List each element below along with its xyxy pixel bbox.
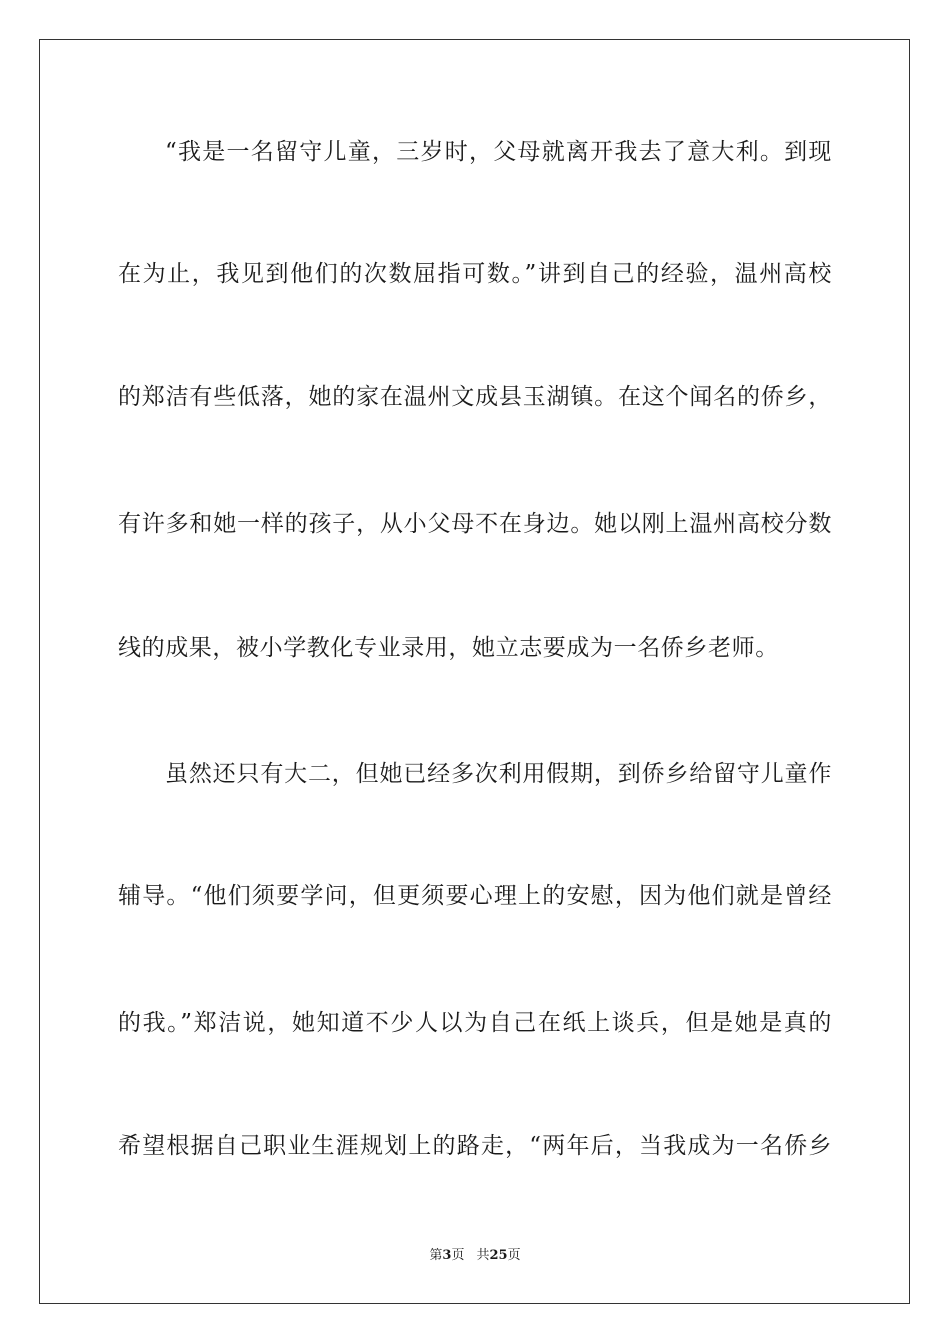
paragraph-line-1: “我是一名留守儿童，三岁时，父母就离开我去了意大利。到现 (165, 139, 832, 165)
total-prefix: 共 (476, 1248, 490, 1263)
page-suffix: 页 (451, 1248, 465, 1263)
page-number: 3 (442, 1248, 452, 1263)
paragraph-line-6: 虽然还只有大二，但她已经多次利用假期，到侨乡给留守儿童作 (165, 761, 832, 787)
page-border (39, 39, 910, 1304)
page-prefix: 第 (429, 1248, 443, 1263)
paragraph-line-8: 的我。”郑洁说，她知道不少人以为自己在纸上谈兵，但是她是真的 (118, 1010, 832, 1036)
total-suffix: 页 (507, 1248, 521, 1263)
paragraph-line-4: 有许多和她一样的孩子，从小父母不在身边。她以刚上温州高校分数 (118, 511, 832, 537)
paragraph-line-5: 线的成果，被小学教化专业录用，她立志要成为一名侨乡老师。 (118, 635, 779, 661)
paragraph-line-3: 的郑洁有些低落，她的家在温州文成县玉湖镇。在这个闻名的侨乡， (118, 384, 832, 410)
total-pages: 25 (489, 1248, 508, 1263)
paragraph-line-7: 辅导。“他们须要学问，但更须要心理上的安慰，因为他们就是曾经 (118, 883, 832, 909)
paragraph-line-9: 希望根据自己职业生涯规划上的路走，“两年后，当我成为一名侨乡 (118, 1133, 832, 1159)
page-footer (0, 1247, 950, 1265)
paragraph-line-2: 在为止，我见到他们的次数屈指可数。”讲到自己的经验，温州高校 (118, 261, 832, 287)
